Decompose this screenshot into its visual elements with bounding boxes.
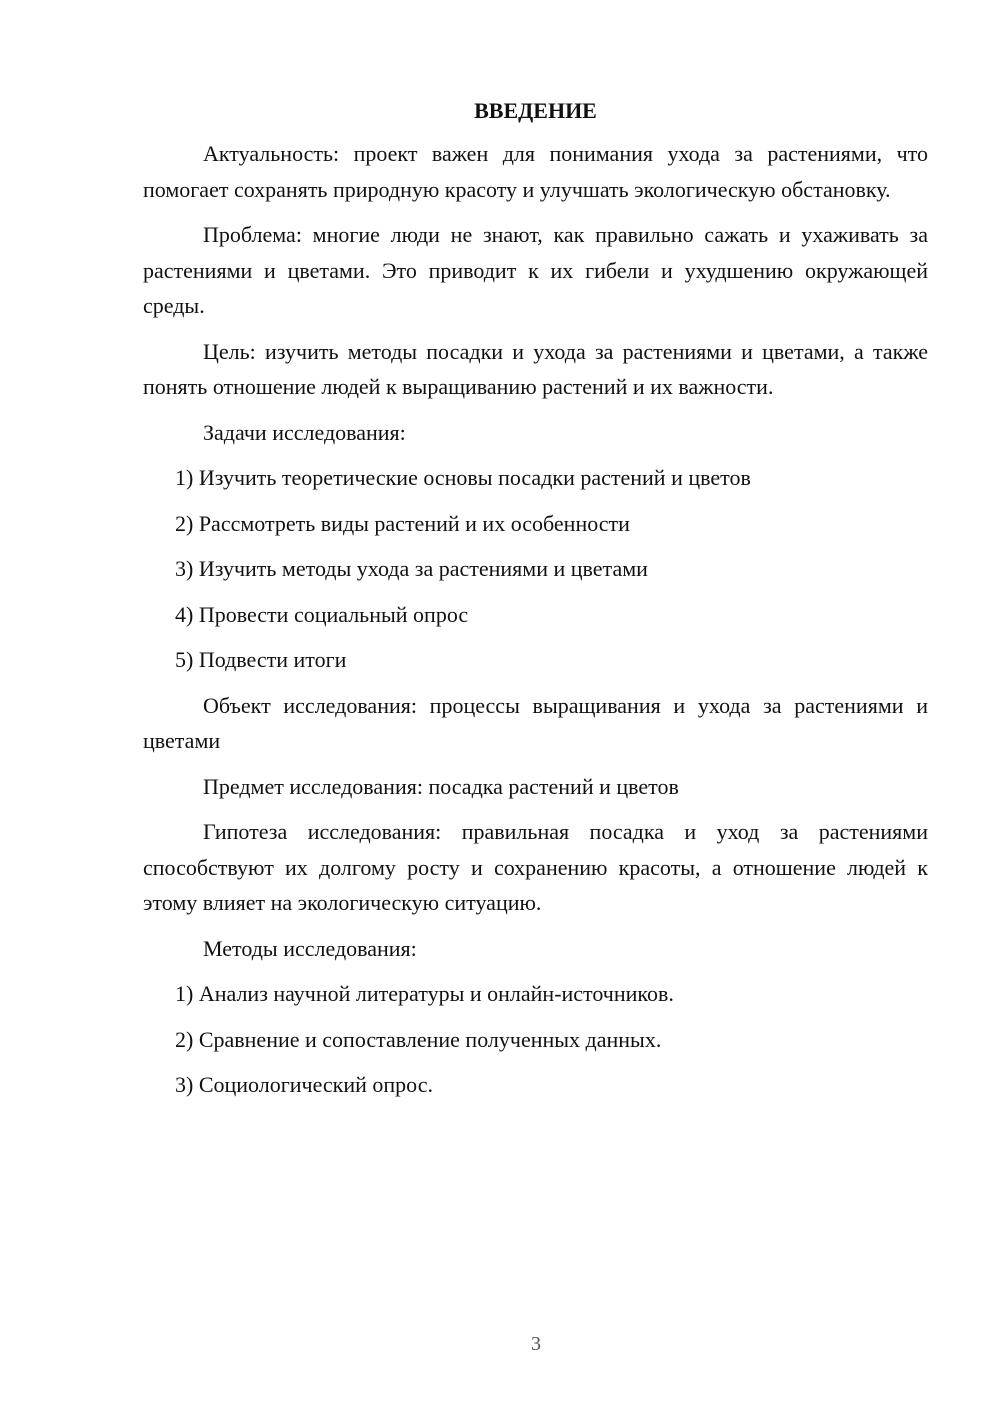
hypothesis-paragraph: Гипотеза исследования: правильная посадка и уход за растениями способствуют их долгому росту и сохранению красоты, а отношение людей к этому влияет на экологическую ситуацию. bbox=[143, 819, 928, 915]
list-item: 3) Социологический опрос. bbox=[175, 1072, 433, 1097]
list-item: 3) Изучить методы ухода за растениями и цветами bbox=[175, 556, 648, 581]
document-page bbox=[143, 96, 928, 1113]
section-title: ВВЕДЕНИЕ bbox=[474, 98, 597, 123]
subject-paragraph: Предмет исследования: посадка растений и цветов bbox=[203, 773, 679, 799]
list-item: 2) Сравнение и сопоставление полученных данных. bbox=[175, 1026, 662, 1052]
relevance-paragraph: Актуальность: проект важен для понимания ухода за растениями, что помогает сохранять природную красоту и улучшать экологическую обстановку. bbox=[143, 141, 928, 202]
goal-paragraph: Цель: изучить методы посадки и ухода за растениями и цветами, а также понять отношение людей к выращиванию растений и их важности. bbox=[143, 338, 928, 399]
methods-heading: Методы исследования: bbox=[203, 935, 417, 961]
object-paragraph: Объект исследования: процессы выращивания и ухода за растениями и цветами bbox=[143, 692, 928, 753]
list-item: 2) Рассмотреть виды растений и их особенности bbox=[175, 510, 630, 536]
tasks-heading: Задачи исследования: bbox=[203, 419, 406, 445]
page-number: 3 bbox=[531, 1333, 541, 1355]
problem-paragraph: Проблема: многие люди не знают, как правильно сажать и ухаживать за растениями и цветами. Это приводит к их гибели и ухудшению окружающей среды. bbox=[143, 222, 928, 318]
list-item: 4) Провести социальный опрос bbox=[175, 601, 469, 627]
list-item: 1) Изучить теоретические основы посадки растений и цветов bbox=[175, 465, 751, 490]
methods-list bbox=[143, 976, 928, 1103]
list-item: 5) Подвести итоги bbox=[175, 647, 347, 672]
list-item: 1) Анализ научной литературы и онлайн-источников. bbox=[175, 981, 674, 1006]
tasks-list bbox=[143, 460, 928, 678]
